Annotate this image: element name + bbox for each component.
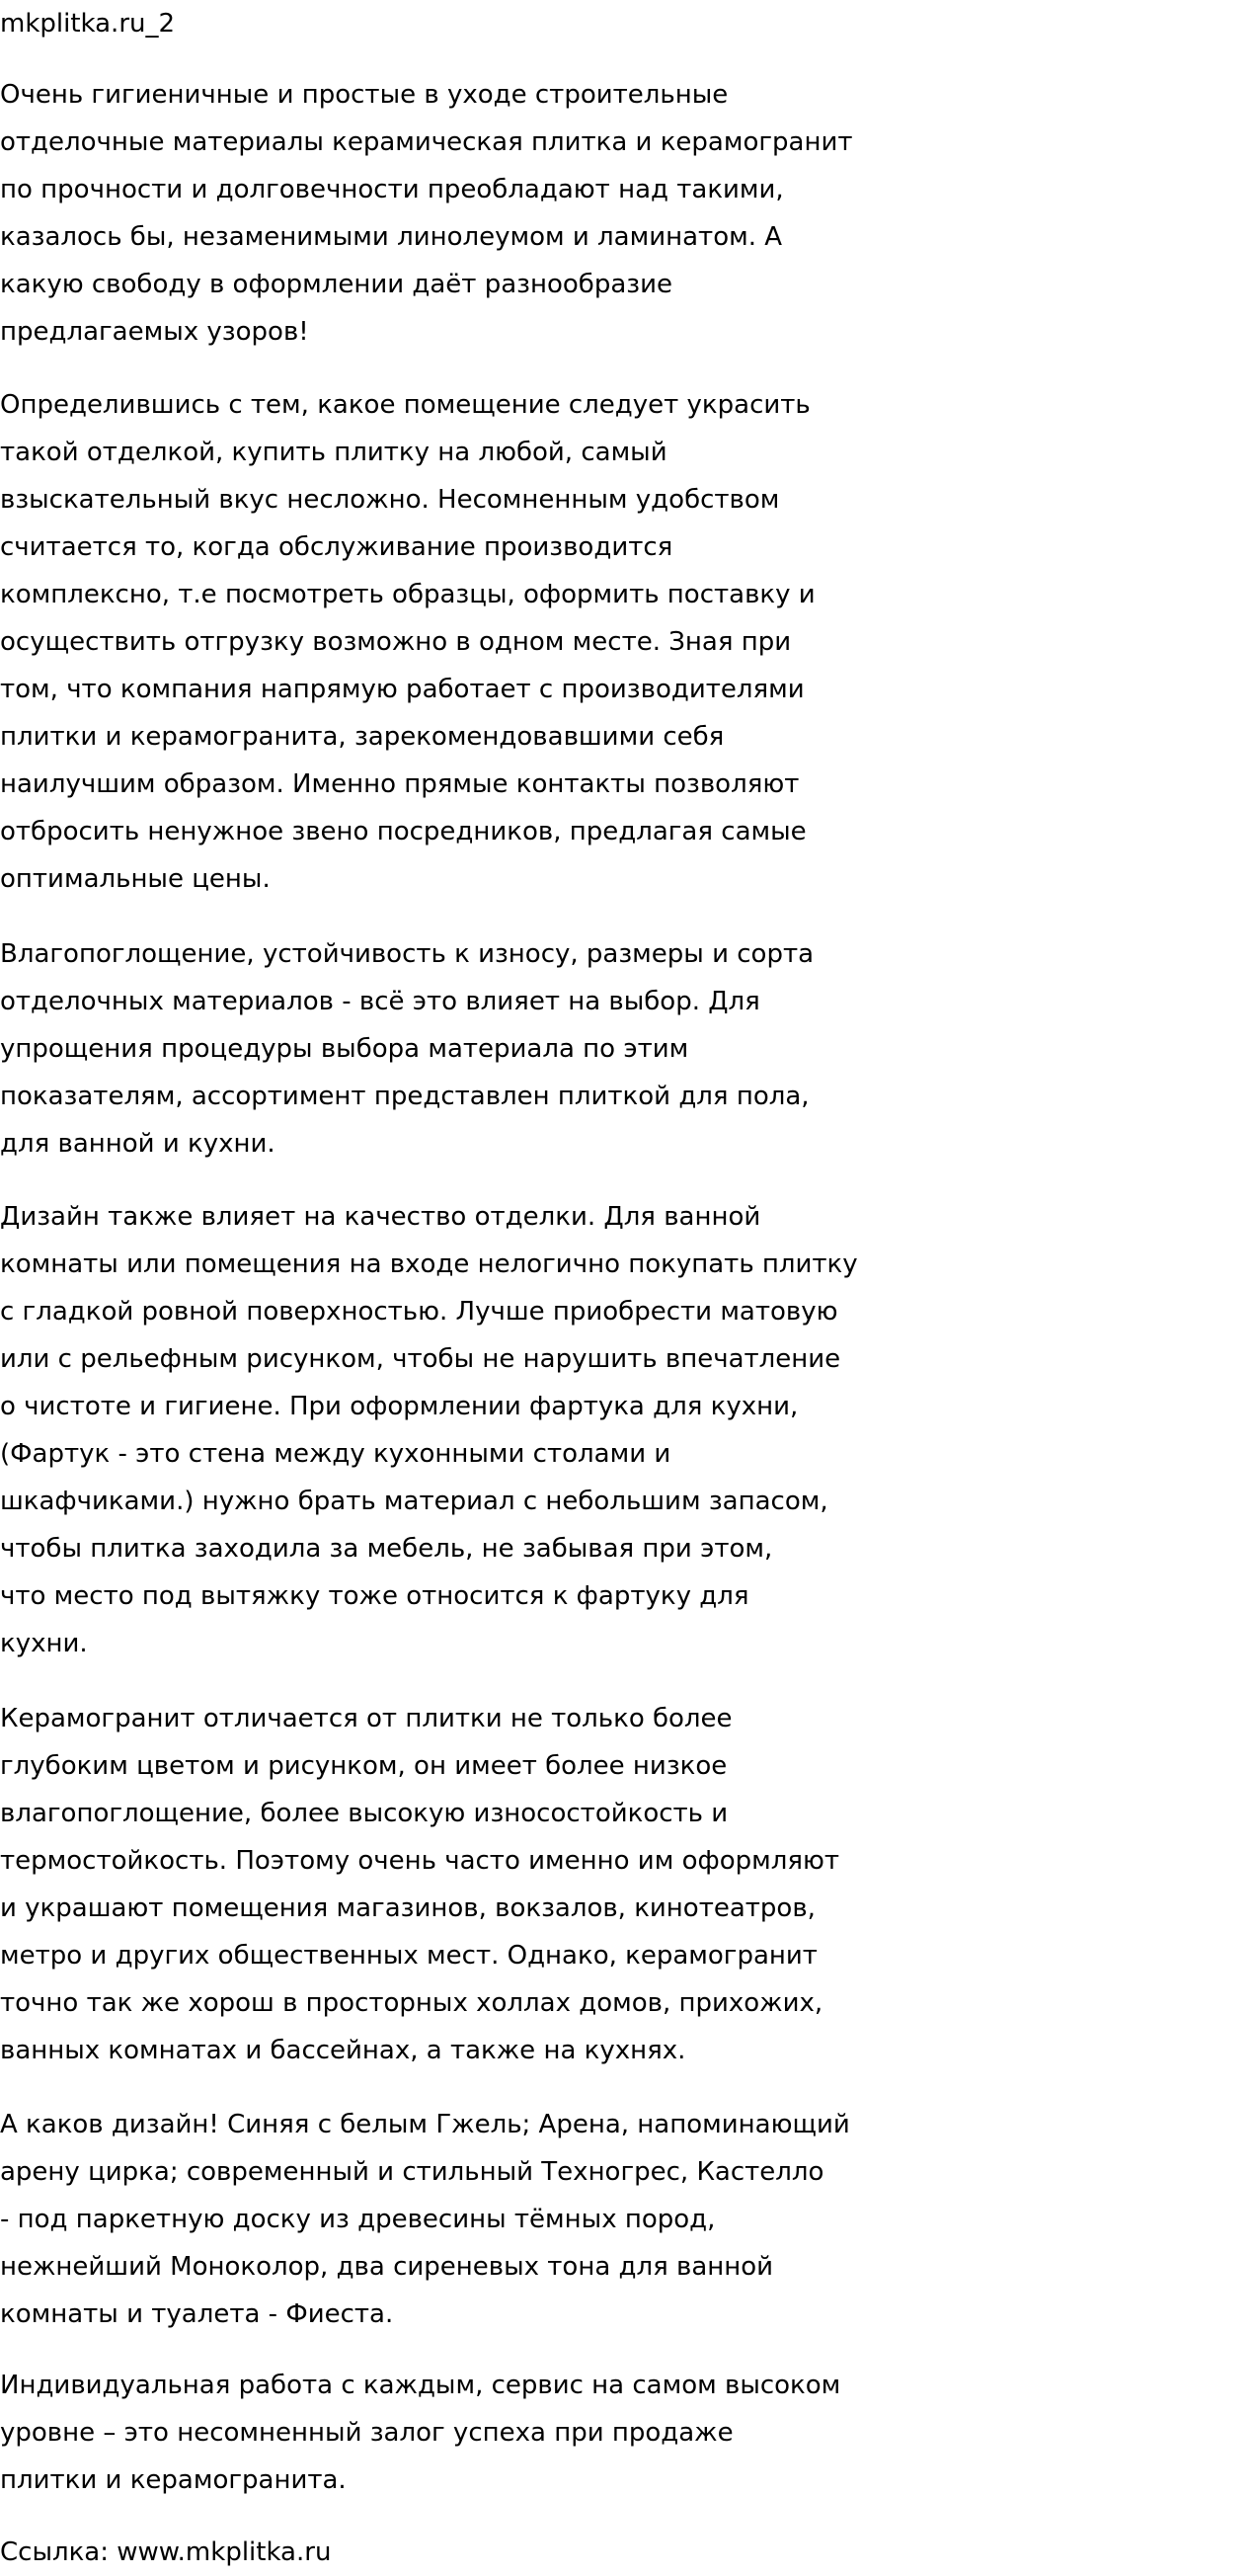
paragraph-line: - под паркетную доску из древесины тёмных пород, [0, 2205, 716, 2234]
paragraph-line: с гладкой ровной поверхностью. Лучше приобрести матовую [0, 1297, 838, 1327]
paragraph-line: комнаты или помещения на входе нелогично покупать плитку [0, 1249, 858, 1279]
paragraph-7 [0, 2362, 889, 2504]
paragraph-3 [0, 930, 889, 1167]
paragraph-line: плитки и керамогранита. [0, 2465, 347, 2495]
paragraph-line: отбросить ненужное звено посредников, предлагая самые [0, 817, 807, 846]
paragraph-line: метро и других общественных мест. Однако, керамогранит [0, 1941, 818, 1971]
paragraph-line: о чистоте и гигиене. При оформлении фартука для кухни, [0, 1392, 799, 1421]
paragraph-line: термостойкость. Поэтому очень часто именно им оформляют [0, 1846, 840, 1876]
paragraph-line: арену цирка; современный и стильный Техногрес, Кастелло [0, 2157, 824, 2187]
paragraph-4 [0, 1193, 889, 1667]
paragraph-line: том, что компания напрямую работает с производителями [0, 675, 805, 704]
paragraph-line: А каков дизайн! Синяя с белым Гжель; Арена, напоминающий [0, 2110, 850, 2139]
paragraph-line: (Фартук - это стена между кухонными столами и [0, 1439, 671, 1469]
paragraph-2 [0, 381, 889, 903]
paragraph-line: чтобы плитка заходила за мебель, не забывая при этом, [0, 1534, 773, 1564]
paragraph-line: комнаты и туалета - Фиеста. [0, 2299, 394, 2329]
paragraph-line: Дизайн также влияет на качество отделки. Для ванной [0, 1202, 761, 1232]
paragraph-line: нежнейший Моноколор, два сиреневых тона для ванной [0, 2252, 774, 2282]
paragraph-line: и украшают помещения магазинов, вокзалов, кинотеатров, [0, 1893, 816, 1923]
paragraph-line: уровне – это несомненный залог успеха при продаже [0, 2418, 734, 2448]
paragraph-1 [0, 71, 889, 356]
paragraph-line: осуществить отгрузку возможно в одном месте. Зная при [0, 627, 792, 657]
paragraph-line: показателям, ассортимент представлен плиткой для пола, [0, 1082, 810, 1111]
paragraph-line: шкафчиками.) нужно брать материал с небольшим запасом, [0, 1487, 828, 1516]
paragraph-line: или с рельефным рисунком, чтобы не нарушить впечатление [0, 1344, 841, 1374]
paragraph-line: казалось бы, незаменимыми линолеумом и ламинатом. А [0, 222, 783, 252]
paragraph-line: оптимальные цены. [0, 864, 271, 894]
paragraph-line: отделочные материалы керамическая плитка и керамогранит [0, 127, 853, 157]
paragraph-line: Индивидуальная работа с каждым, сервис на самом высоком [0, 2371, 841, 2400]
paragraph-line: наилучшим образом. Именно прямые контакты позволяют [0, 769, 800, 799]
paragraph-line: Керамогранит отличается от плитки не только более [0, 1704, 733, 1733]
paragraph-line: комплексно, т.е посмотреть образцы, оформить поставку и [0, 580, 816, 609]
paragraph-line: считается то, когда обслуживание производится [0, 532, 673, 562]
document-title: mkplitka.ru_2 [0, 9, 176, 39]
paragraph-5 [0, 1695, 889, 2074]
source-link[interactable]: Ссылка: www.mkplitka.ru [0, 2537, 332, 2567]
paragraph-line: что место под вытяжку тоже относится к фартуку для [0, 1581, 749, 1611]
paragraph-line: предлагаемых узоров! [0, 317, 309, 347]
paragraph-line: ванных комнатах и бассейнах, а также на кухнях. [0, 2036, 686, 2065]
paragraph-line: влагопоглощение, более высокую износостойкость и [0, 1799, 729, 1828]
paragraph-line: кухни. [0, 1629, 88, 1658]
paragraph-line: Определившись с тем, какое помещение следует украсить [0, 390, 811, 420]
paragraph-line: Влагопоглощение, устойчивость к износу, размеры и сорта [0, 939, 815, 969]
paragraph-line: упрощения процедуры выбора материала по этим [0, 1034, 689, 1064]
paragraph-line: глубоким цветом и рисунком, он имеет более низкое [0, 1751, 728, 1781]
paragraph-6 [0, 2101, 889, 2338]
paragraph-line: взыскательный вкус несложно. Несомненным удобством [0, 485, 780, 515]
paragraph-line: какую свободу в оформлении даёт разнообразие [0, 270, 672, 299]
paragraph-line: отделочных материалов - всё это влияет на выбор. Для [0, 987, 760, 1016]
paragraph-line: по прочности и долговечности преобладают над такими, [0, 175, 784, 204]
paragraph-line: для ванной и кухни. [0, 1129, 275, 1159]
paragraph-line: такой отделкой, купить плитку на любой, самый [0, 438, 667, 467]
paragraph-line: точно так же хорош в просторных холлах домов, прихожих, [0, 1988, 823, 2018]
paragraph-line: плитки и керамогранита, зарекомендовавшими себя [0, 722, 725, 752]
paragraph-line: Очень гигиеничные и простые в уходе строительные [0, 80, 729, 110]
